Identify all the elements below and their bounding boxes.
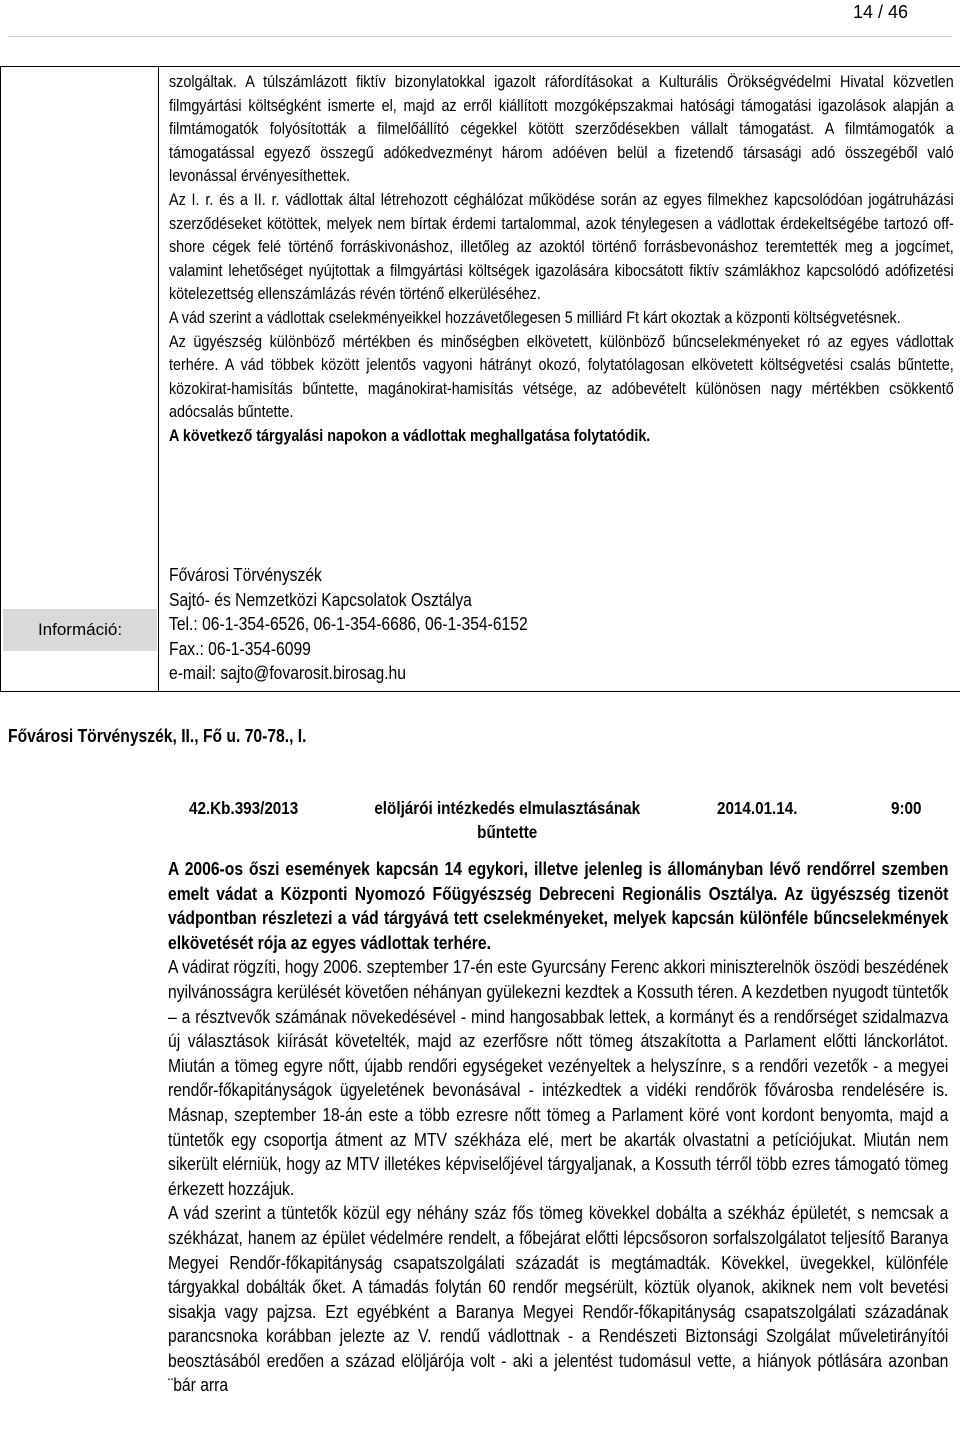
- case-paragraph: Az ügyészség különböző mértékben és minőségben elkövetett, különböző bűncselekményeket ró az egyes vádlottak terhére. A vád többek között jelentős vagyoni hátrányt okozó, folytatólagosan elkövetett költségvetési csalás bűntette, közokirat-hamisítás bűntette, magánokirat-hamisítás vétsége, az adóbevételt különösen nagy mértékben csökkentő adócsalás bűntette.: [169, 332, 954, 422]
- column-divider: [158, 67, 159, 691]
- contact-fax: Fax.: 06-1-354-6099: [169, 638, 311, 659]
- page-number: 14 / 46: [852, 2, 908, 22]
- hearing-time: 9:00: [891, 798, 922, 818]
- hearing-date: 2014.01.14.: [717, 798, 798, 818]
- case-table: [0, 66, 960, 692]
- case-paragraph: Az I. r. és a II. r. vádlottak által létrehozott céghálózat működése során az egyes filmekhez kapcsolódóan jogátruházási szerződéseket kötöttek, melyek nem bírtak érdemi tartalommal, azok ténylegesen a vádlottak érdekeltségébe tartozó off-shore cégek felé történő forráskivonáshoz, illetőleg az azoktól történő forrásbevonáshoz teremtették meg a jogcímet, valamint lehetőséget nyújtottak a filmgyártási költségek igazolására kibocsátott fiktív számlákhoz kapcsolódó adófizetési kötelezettség ellenszámlázás révén történő elkerüléséhez.: [169, 190, 954, 304]
- contact-phone: Tel.: 06-1-354-6526, 06-1-354-6686, 06-1-354-6152: [169, 614, 528, 634]
- contact-org: Fővárosi Törvényszék: [169, 565, 322, 585]
- court-location-heading: Fővárosi Törvényszék, II., Fő u. 70-78., I.: [8, 726, 307, 746]
- case-paragraph: A vád szerint a vádlottak cselekményeikkel hozzávetőlegesen 5 milliárd Ft kárt okoztak a központi költségvetésnek.: [169, 308, 901, 327]
- info-label: Információ:: [3, 609, 157, 651]
- contact-info: [169, 563, 778, 686]
- case-charge: elöljárói intézkedés elmulasztásának bűntette: [374, 798, 641, 842]
- contact-dept: Sajtó- és Nemzetközi Kapcsolatok Osztálya: [169, 589, 472, 610]
- case2-paragraph: A vád szerint a tüntetők közül egy néhány száz fős tömeg kövekkel dobálta a székház épületét, s nemcsak a székházat, hanem az épület védelmére rendelt, a főbejárat előtti lépcsősoron sorfalszolgálatot teljesítő Baranya Megyei Rendőr-főkapitányság csapatszolgálati századát is megtámadták. Kövekkel, üvegekkel, különféle tárgyakkal dobálták őket. A támadás folytán 60 rendőr megsérült, köztük olyanok, akiknek nem volt bevetési sisakja vagy pajzsa. Ezt egyébként a Baranya Megyei Rendőr-főkapitányság csapatszolgálati századának parancsnoka korábban jelezte az V. rendű vádlottnak - a Rendészeti Biztonsági Szolgálat műveletirányítói beosztásából eredően a század elöljárója volt - aki a jelentést tudomásul vette, a hiányok pótlására azonban ¨bár arra: [168, 1203, 949, 1396]
- case2-intro: A 2006-os őszi események kapcsán 14 egykori, illetve jelenleg is állományban lévő rendőrrel szemben emelt vádat a Központi Nyomozó Főügyészség Debreceni Regionális Osztálya. Az ügyészség tizenöt vádpontban részletezi a vád tárgyává tett cselekményeket, melyek kapcsán különféle bűncselekmények elkövetését rója az egyes vádlottak terhére.: [168, 859, 949, 953]
- case2-paragraph: A vádirat rögzíti, hogy 2006. szeptember 17-én este Gyurcsány Ferenc akkori miniszterelnök öszödi beszédének nyilvánosságra kerülését követően néhányan gyülekezni kezdtek a Kossuth téren. A kezdetben nyugodt tüntetők – a résztvevők számának növekedésével - mind hangosabbak lettek, a kormányt és a rendőrséget szidalmazva új választások kiírását követelték, majd az ezerfősre nőtt tömeg átszakította a Parlament előtti lánckorlátot. Miután a tömeg egyre nőtt, újabb rendőri egységeket vezényeltek a helyszínre, s a rendőri vezetők - a megyei rendőr-főkapitányságok ügyeletének bevonásával - intézkedtek a vidéki rendőrök fővárosba rendelésére is. Másnap, szeptember 18-án este a több ezresre nőtt tömeg a Parlament köré vont kordont benyomta, majd a tüntetők egy csoportja átment az MTV székháza elé, mert be akarták olvastatni a petíciójukat. Miután nem sikerült elérniük, hogy az MTV illetékes képviselőjével tárgyaljanak, a Kossuth térről több ezres támogató tömeg érkezett hozzájuk.: [168, 957, 949, 1199]
- case-description: [169, 71, 954, 449]
- case-paragraph: szolgáltak. A túlszámlázott fiktív bizonylatokkal igazolt ráfordításokat a Kulturális Örökségvédelmi Hivatal közvetlen filmgyártási költségként ismerte el, majd az erről kiállított mozgóképszakmai hatósági támogatási igazolások alapján a filmtámogatók folyósították a filmelőállító cégekkel kötött szerződésekben vállalt támogatást. A filmtámogatók a támogatással egyező összegű adókedvezményt három adóéven belül a fizetendő társasági adó összegéből való levonással érvényesíthettek.: [169, 73, 954, 186]
- case2-description: [168, 857, 949, 1398]
- case-number: 42.Kb.393/2013: [189, 798, 299, 818]
- case-meta-row: [0, 796, 960, 846]
- contact-email[interactable]: e-mail: sajto@fovarosit.birosag.hu: [169, 663, 406, 683]
- header-divider: [8, 36, 952, 37]
- closing-note: A következő tárgyalási napokon a vádlottak meghallgatása folytatódik.: [169, 426, 651, 445]
